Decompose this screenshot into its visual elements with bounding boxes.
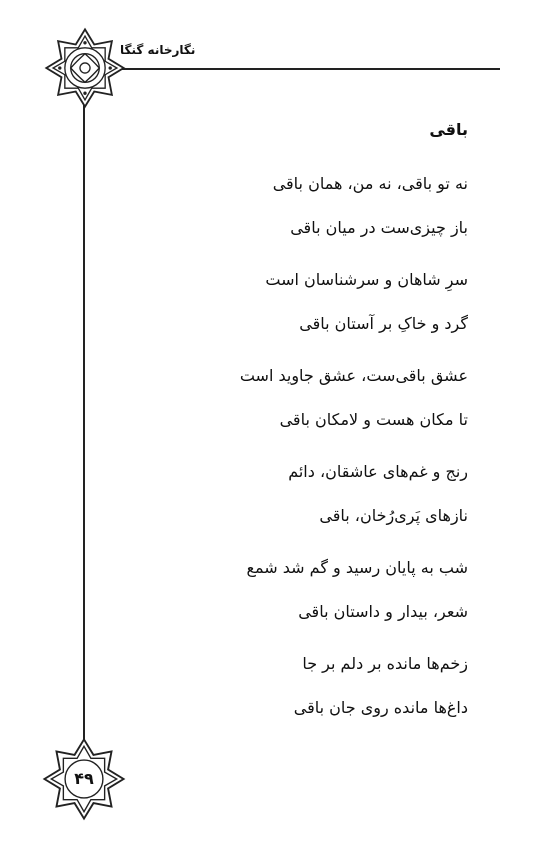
verse-line: نازهای پَری‌رُخان، باقی — [319, 506, 468, 525]
stanza — [138, 364, 468, 432]
verse-line: سرِ شاهان و سرشناسان است — [265, 270, 468, 289]
poem — [138, 118, 468, 748]
verse-line: باز چیزی‌ست در میان باقی — [290, 218, 468, 237]
page-number: ۴۹ — [74, 769, 94, 788]
verse-line: عشق باقی‌ست، عشق جاوید است — [239, 366, 468, 385]
verse-line: گرد و خاکِ بر آستان باقی — [299, 314, 468, 333]
verse-line: داغ‌ها مانده روی جان باقی — [293, 698, 468, 717]
margin-rule — [83, 68, 85, 773]
verse-line: شب به پایان رسید و گم شد شمع — [246, 558, 468, 577]
verse-line: تا مکان هست و لامکان باقی — [279, 410, 468, 429]
stanza — [138, 652, 468, 720]
verse-line: رنج و غم‌های عاشقان، دائم — [288, 462, 468, 481]
header-rule — [80, 68, 500, 70]
stanza — [138, 172, 468, 240]
verse-line: نه تو باقی، نه من، همان باقی — [272, 174, 468, 193]
stanza — [138, 268, 468, 336]
stanza — [138, 556, 468, 624]
ornament-rosette-top — [43, 26, 127, 110]
book-title: نگارخانه گنگا — [120, 43, 196, 57]
poem-title: باقی — [429, 120, 468, 139]
verse-line: زخم‌ها مانده بر دلم بر جا — [302, 654, 468, 673]
verse-line: شعر، بیدار و داستان باقی — [298, 602, 468, 621]
stanza — [138, 460, 468, 528]
